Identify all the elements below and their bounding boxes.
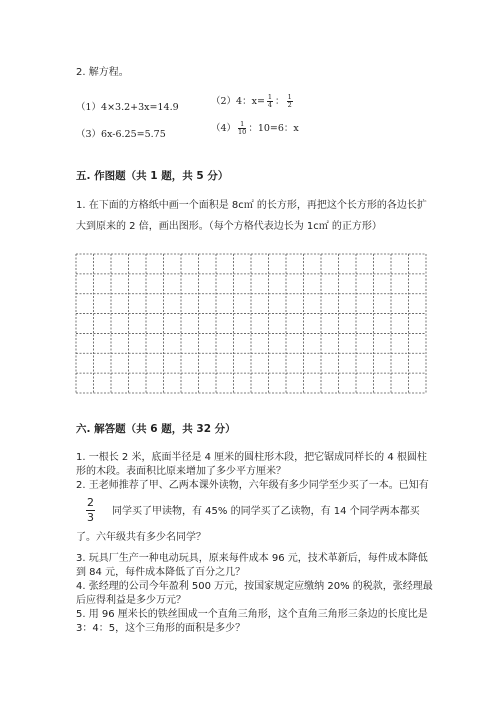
fraction-numerator: 1 bbox=[267, 93, 273, 101]
problem-3-line-2: 到 84 元，每件成本降低了百分之几？ bbox=[76, 567, 246, 578]
fraction-numerator: 1 bbox=[287, 93, 292, 101]
equation-4-prefix: （4） bbox=[211, 123, 237, 134]
problem-3-line-1: 3. 玩具厂生产一种电动玩具，原来每件成本 96 元，技术革新后，每件成本降低 bbox=[76, 553, 428, 564]
problem-2-line-1: 2. 王老师推荐了甲、乙两本课外读物，六年级有多少同学至少买了一本。已知有 bbox=[76, 480, 429, 491]
problem-2-fraction bbox=[86, 496, 95, 525]
fraction-denominator: 4 bbox=[267, 101, 273, 109]
fraction-denominator: 10 bbox=[238, 128, 247, 136]
section5-question-line-2: 大到原来的 2 倍，画出图形。（每个方格代表边长为 1c㎡ 的正方形） bbox=[76, 221, 382, 232]
fraction-numerator: 1 bbox=[238, 121, 246, 129]
square-grid-paper bbox=[75, 253, 427, 394]
problem-1-line-2: 形的木段。表面积比原来增加了多少平方厘米？ bbox=[76, 466, 286, 477]
equation-4-suffix: ：10=6：x bbox=[248, 123, 299, 134]
problem-2-line-2: 同学买了甲读物，有 45% 的同学买了乙读物，有 14 个同学两本都买 bbox=[112, 506, 420, 517]
problem-5-line-2: 3：4：5，这个三角形的面积是多少？ bbox=[76, 623, 246, 634]
equation-2-fraction-2 bbox=[287, 94, 293, 109]
fraction-numerator: 2 bbox=[87, 496, 94, 509]
problem-4-line-1: 4. 张经理的公司今年盈利 500 万元，按国家规定应缴纳 20% 的税款，张经理最 bbox=[76, 581, 433, 592]
equation-1: （1）4×3.2+3x=14.9 bbox=[76, 102, 179, 113]
fraction-denominator: 3 bbox=[87, 511, 94, 524]
problem-1-line-1: 1. 一根长 2 米，底面半径是 4 厘米的圆柱形木段，把它锯成同样长的 4 根圆柱 bbox=[76, 452, 427, 463]
q2-heading: 2. 解方程。 bbox=[76, 67, 129, 78]
equation-3: （3）6x-6.25=5.75 bbox=[76, 129, 166, 140]
problem-4-line-2: 后应得利益是多少万元？ bbox=[76, 595, 186, 606]
problem-2-line-3: 了。六年级共有多少名同学？ bbox=[76, 532, 206, 543]
fraction-denominator: 2 bbox=[287, 101, 292, 109]
equation-4-fraction bbox=[238, 121, 246, 136]
equation-2-prefix: （2）4：x= bbox=[211, 96, 265, 107]
equation-2-fraction-1 bbox=[267, 94, 273, 109]
problem-5-line-1: 5. 用 96 厘米长的铁丝围成一个直角三角形，这个直角三角形三条边的长度比是 bbox=[76, 609, 428, 620]
equation-2-separator: ： bbox=[275, 96, 285, 107]
section5-question-line-1: 1. 在下面的方格纸中画一个面积是 8c㎡ 的长方形，再把这个长方形的各边长扩 bbox=[76, 200, 427, 211]
section5-heading: 五. 作图题（共 1 题，共 5 分） bbox=[76, 170, 229, 182]
equation-4 bbox=[211, 121, 299, 137]
section6-heading: 六. 解答题（共 6 题，共 32 分） bbox=[76, 423, 236, 435]
equation-2 bbox=[211, 94, 295, 110]
